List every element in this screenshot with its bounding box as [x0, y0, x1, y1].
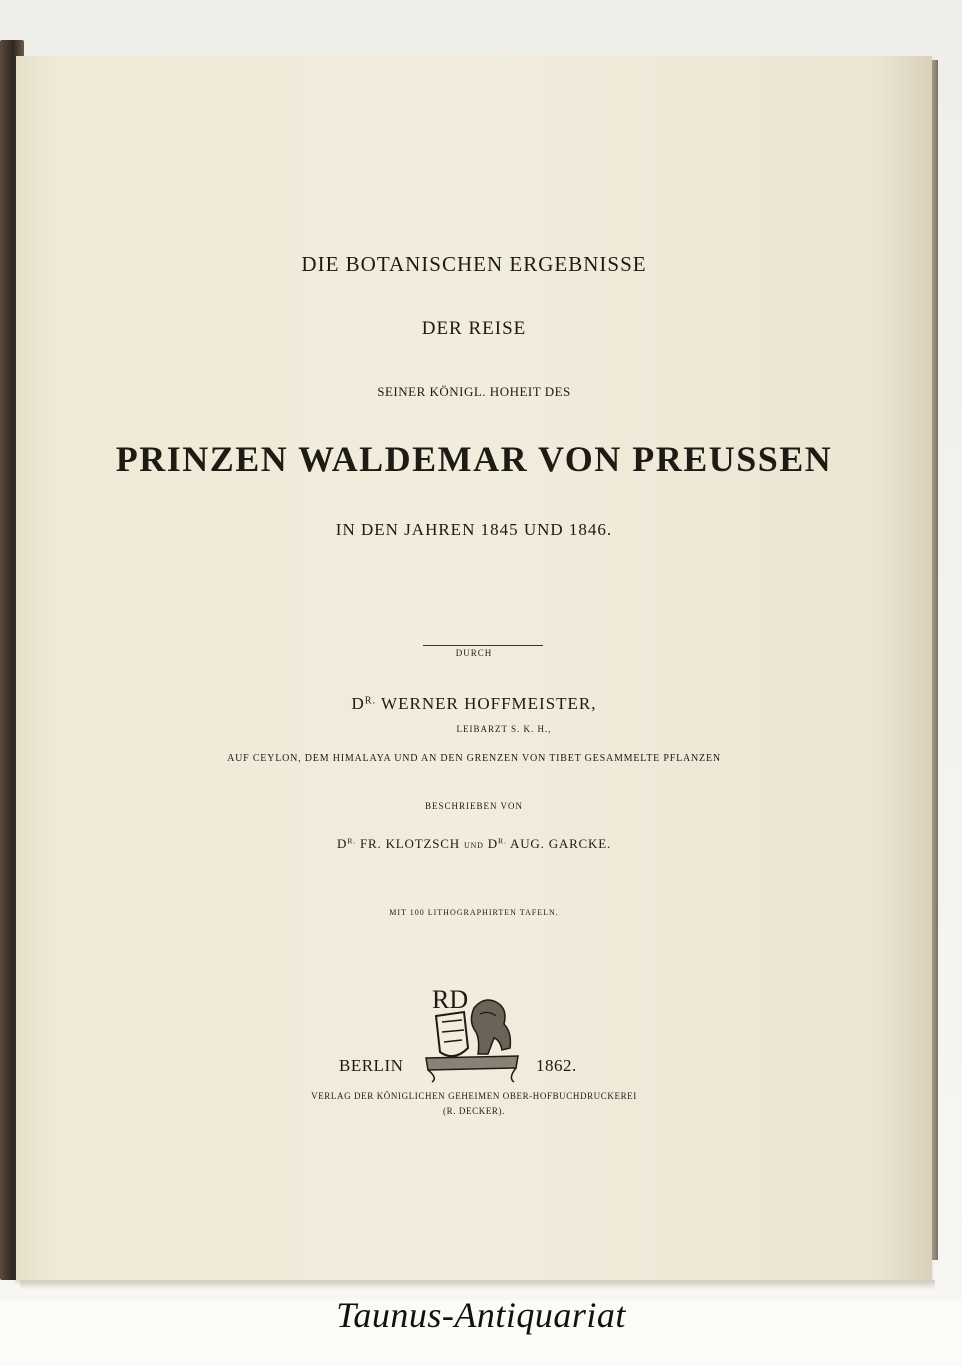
title-line-1: DIE BOTANISCHEN ERGEBNISSE — [301, 252, 647, 276]
imprint-year: 1862. — [536, 1056, 577, 1075]
durch-label: DURCH — [455, 648, 493, 658]
emblem-monogram: RD — [432, 985, 469, 1014]
describer-b-title-sup: R. — [497, 836, 507, 846]
describers-line — [16, 836, 932, 852]
publisher-line: VERLAG DER KÖNIGLICHEN GEHEIMEN OBER-HOFBUCHDRUCKEREI — [311, 1091, 637, 1101]
watermark-text: Taunus-Antiquariat — [336, 1295, 626, 1335]
title-page — [16, 56, 932, 1281]
page-shadow — [20, 1280, 935, 1290]
plates-line: MIT 100 LITHOGRAPHIRTEN TAFELN. — [389, 908, 559, 917]
imprint-city: BERLIN — [339, 1056, 404, 1075]
author-line — [16, 694, 932, 714]
und-label: UND — [463, 841, 484, 850]
describer-a-name: FR. KLOTZSCH — [360, 836, 460, 851]
title-line-3: SEINER KÖNIGL. HOHEIT DES — [377, 384, 571, 399]
describer-b-name: AUG. GARCKE. — [510, 836, 612, 851]
main-title: PRINZEN WALDEMAR VON PREUSSEN — [115, 439, 833, 479]
collection-line: AUF CEYLON, DEM HIMALAYA UND AN DEN GRENZEN VON TIBET GESAMMELTE PFLANZEN — [227, 753, 721, 764]
describer-a-title: D — [336, 836, 348, 851]
described-by-label: BESCHRIEBEN VON — [424, 801, 524, 811]
author-role: LEIBARZT S. K. H., — [456, 724, 552, 734]
title-line-2: DER REISE — [421, 318, 527, 339]
publisher-emblem-icon — [418, 978, 526, 1086]
author-title: D — [351, 694, 365, 713]
author-title-sup: R. — [364, 695, 377, 707]
publisher-sub: (R. DECKER). — [443, 1106, 505, 1116]
author-name: WERNER HOFFMEISTER, — [381, 694, 597, 713]
divider-rule — [423, 645, 543, 646]
title-line-5: IN DEN JAHREN 1845 UND 1846. — [335, 520, 613, 539]
describer-b-title: D — [487, 836, 498, 851]
describer-a-title-sup: R. — [347, 836, 356, 846]
